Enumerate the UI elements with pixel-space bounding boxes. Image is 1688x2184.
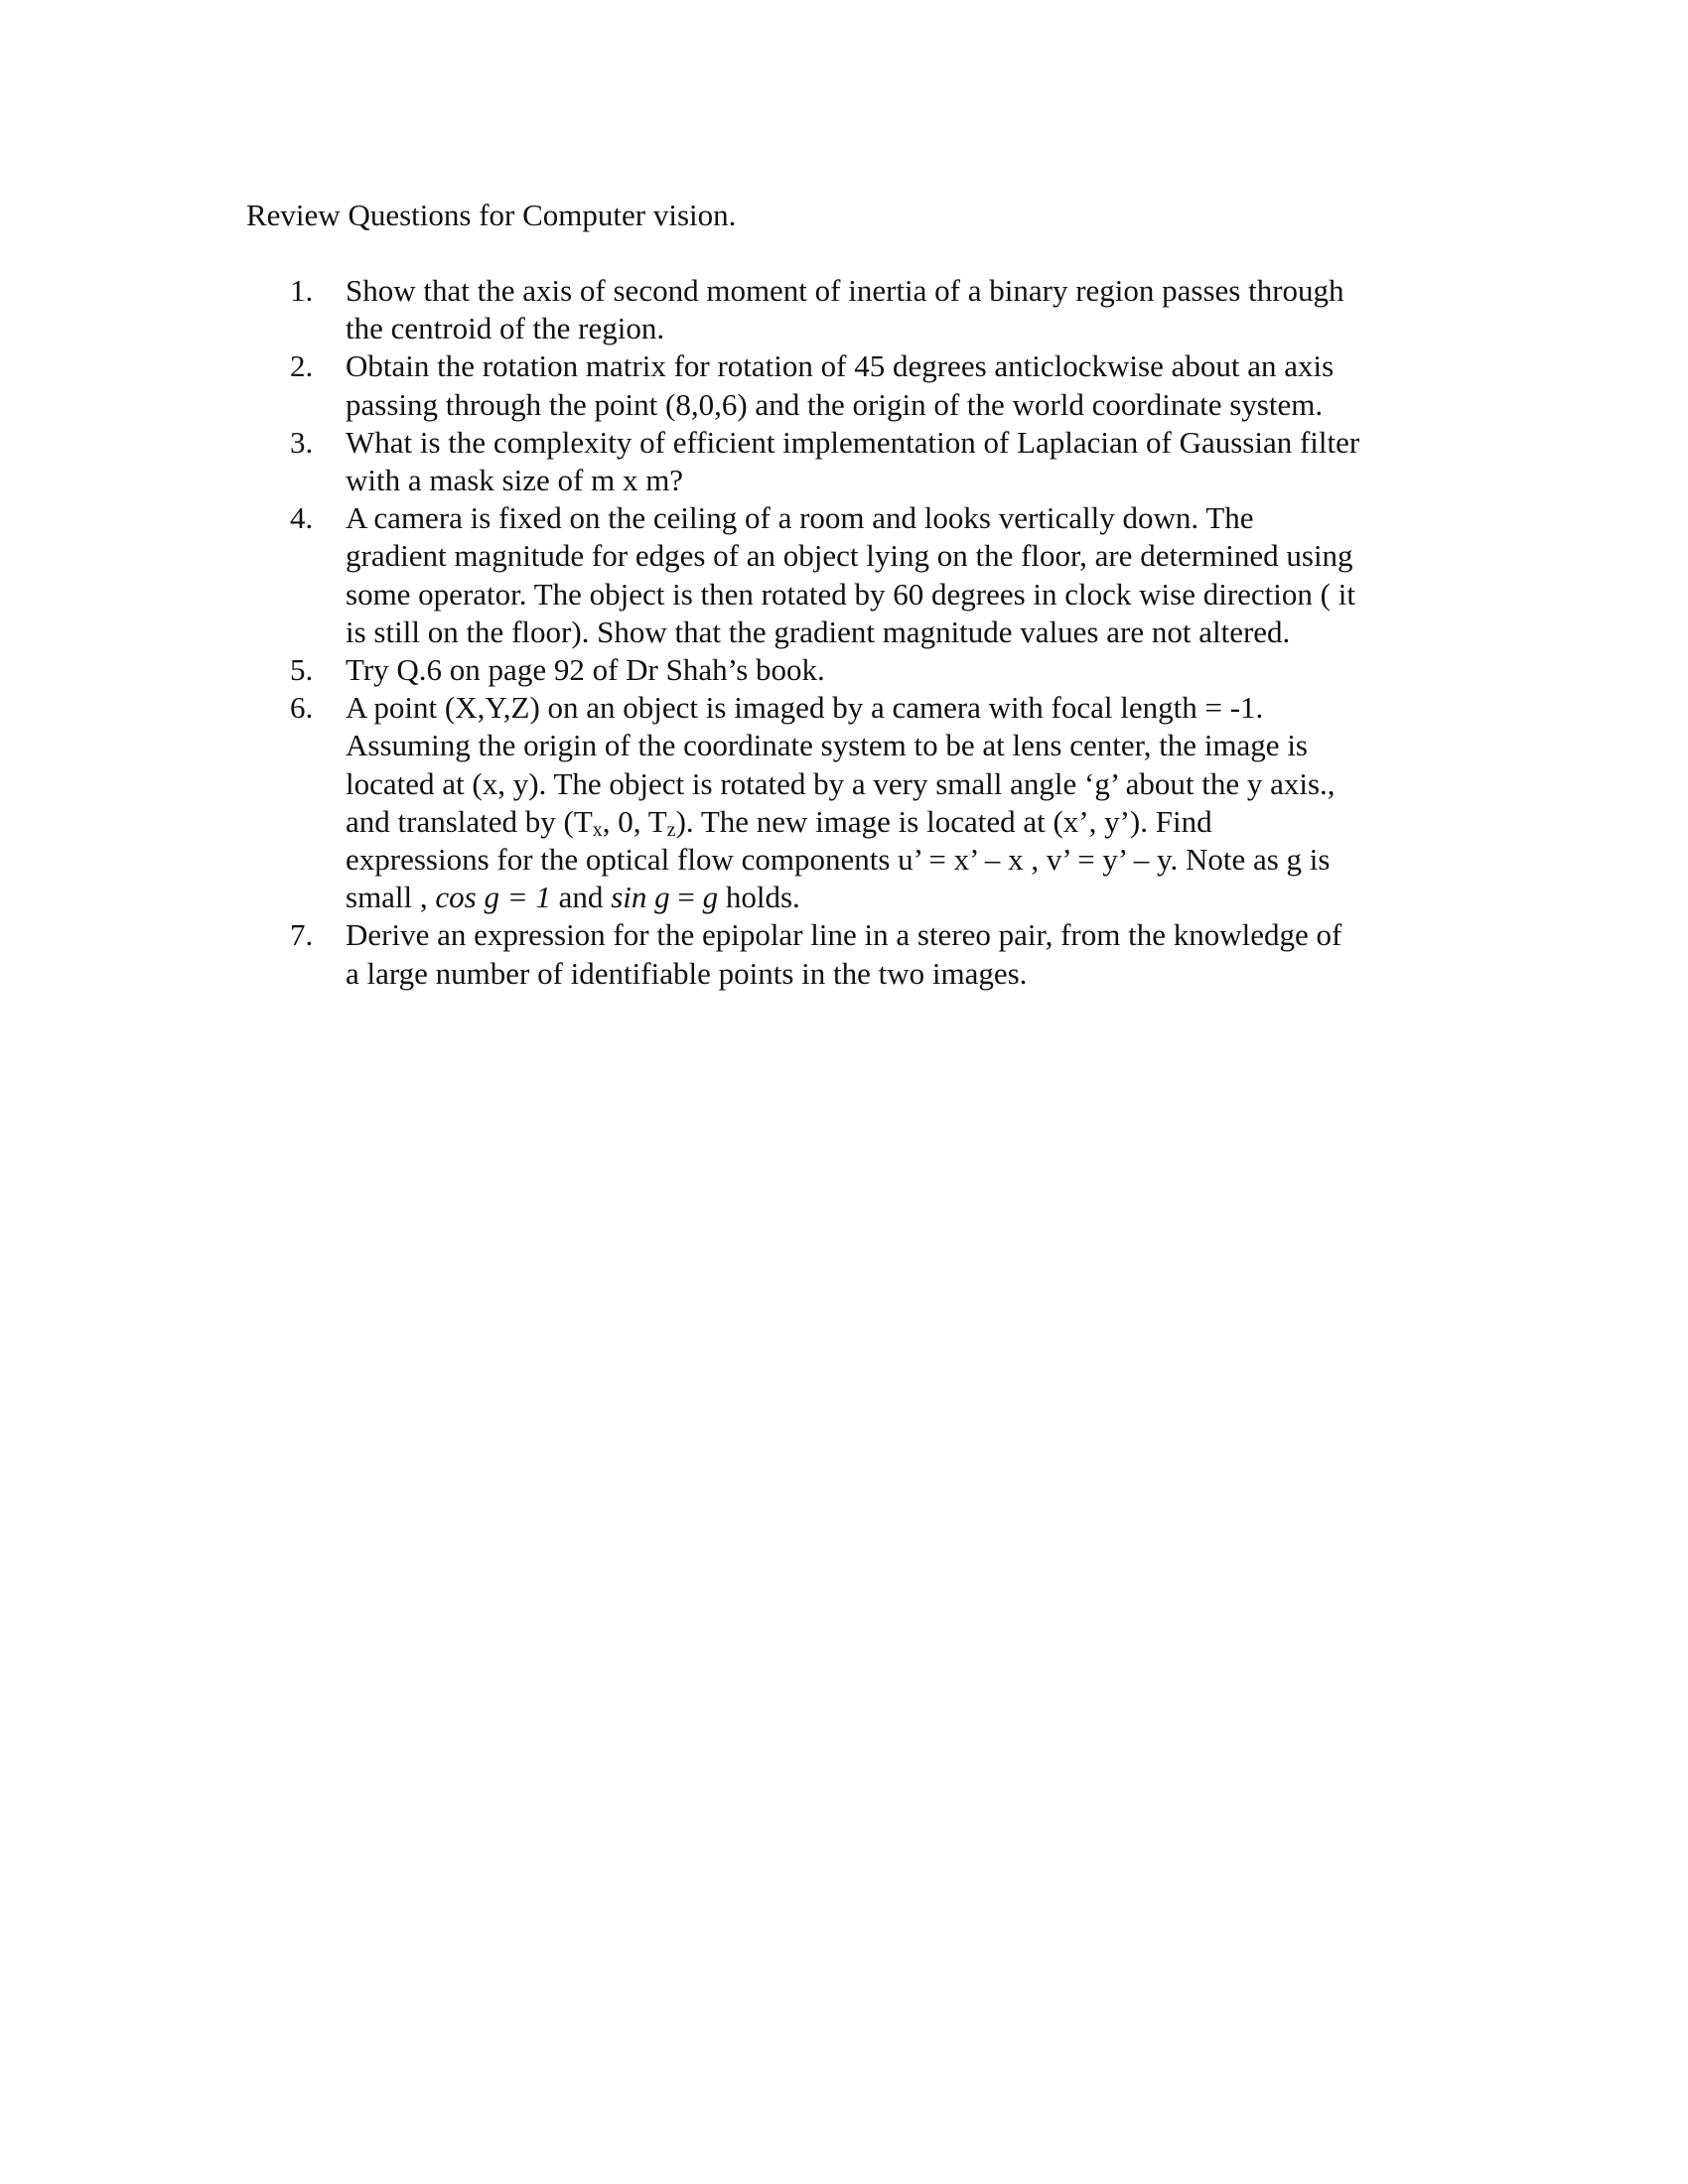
text-segment: and <box>550 880 612 915</box>
text-segment: = <box>669 880 703 915</box>
question-text-line: What is the complexity of efficient implementation of Laplacian of Gaussian filter <box>346 424 1360 460</box>
question-text-line: Obtain the rotation matrix for rotation of 45 degrees anticlockwise about an axis <box>346 348 1335 384</box>
text-segment: small , <box>346 880 436 915</box>
question-text-line: the centroid of the region. <box>346 311 665 346</box>
question-number: 4. <box>290 500 314 536</box>
question-5 <box>246 651 1458 689</box>
question-text-line <box>346 879 1458 916</box>
text-segment: ). The new image is located at (x’, y’). Find <box>675 803 1212 839</box>
question-1 <box>246 272 1458 347</box>
question-3 <box>246 424 1458 499</box>
subscript-x: x <box>592 818 603 841</box>
question-text-line: passing through the point (8,0,6) and the origin of the world coordinate system. <box>346 386 1324 422</box>
text-segment: holds. <box>718 880 800 915</box>
question-list <box>246 272 1458 993</box>
question-number: 2. <box>290 348 314 384</box>
question-number: 1. <box>290 273 314 308</box>
question-number: 3. <box>290 424 314 460</box>
math-expression-g: g <box>702 880 719 915</box>
question-text-line: A point (X,Y,Z) on an object is imaged by a camera with focal length = -1. <box>346 690 1264 726</box>
question-text-line: Show that the axis of second moment of inertia of a binary region passes through <box>346 273 1344 308</box>
question-text-line: located at (x, y). The object is rotated by a very small angle ‘g’ about the y axis., <box>346 765 1336 801</box>
question-text-line: Try Q.6 on page 92 of Dr Shah’s book. <box>346 652 825 688</box>
question-text-line: some operator. The object is then rotated by 60 degrees in clock wise direction ( it <box>346 576 1355 612</box>
question-number: 5. <box>290 652 314 688</box>
text-segment: , 0, T <box>602 803 667 839</box>
question-text-line: is still on the floor). Show that the gradient magnitude values are not altered. <box>346 614 1291 649</box>
question-2 <box>246 347 1458 423</box>
question-6 <box>246 689 1458 916</box>
math-expression-sin: sin g <box>611 880 670 915</box>
math-expression-cos: cos g = 1 <box>435 880 551 915</box>
question-text-line: gradient magnitude for edges of an object lying on the floor, are determined using <box>346 538 1353 574</box>
document-title: Review Questions for Computer vision. <box>246 198 737 232</box>
question-text-line <box>346 803 1458 841</box>
question-text-line: Assuming the origin of the coordinate system to be at lens center, the image is <box>346 728 1308 763</box>
question-text-line: a large number of identifiable points in the two images. <box>346 955 1028 991</box>
subscript-z: z <box>666 818 676 841</box>
question-text-line: Derive an expression for the epipolar line in a stereo pair, from the knowledge of <box>346 917 1342 953</box>
question-7 <box>246 916 1458 992</box>
question-number: 7. <box>290 917 314 953</box>
question-text-line: expressions for the optical flow components u’ = x’ – x , v’ = y’ – y. Note as g is <box>346 842 1331 878</box>
question-text-line: with a mask size of m x m? <box>346 463 684 498</box>
question-text-line: A camera is fixed on the ceiling of a room and looks vertically down. The <box>346 500 1254 536</box>
question-4 <box>246 499 1458 651</box>
question-number: 6. <box>290 690 314 726</box>
text-segment: and translated by (T <box>346 803 593 839</box>
